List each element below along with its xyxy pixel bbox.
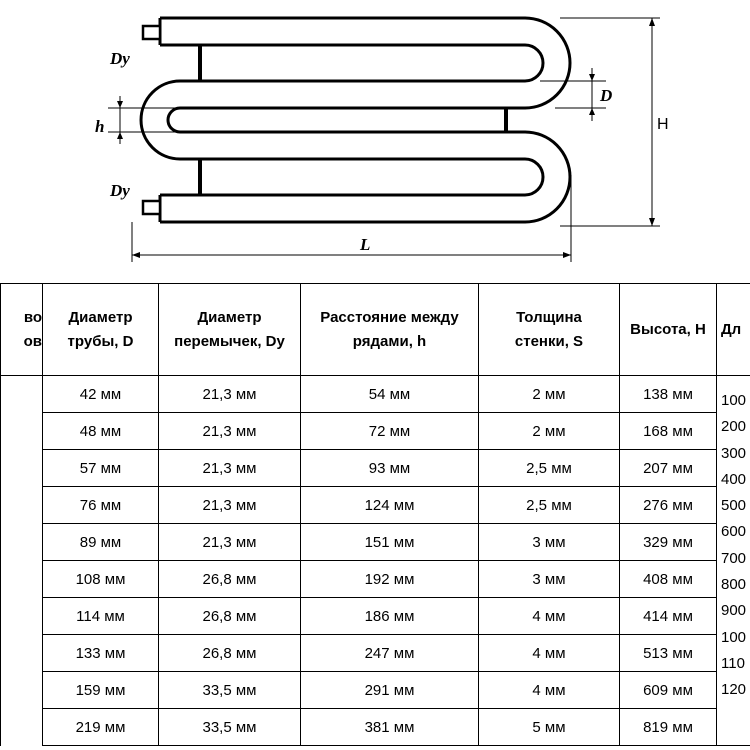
table-row (1, 376, 750, 413)
cell-h: 276 мм (620, 487, 717, 524)
cell-dy: 21,3 мм (159, 413, 301, 450)
cell-h: 513 мм (620, 635, 717, 672)
cell-s: 3 мм (479, 561, 620, 598)
cell-s: 3 мм (479, 524, 620, 561)
length-item: 200 (721, 418, 747, 436)
header-diam-dy: Диаметр перемычек, Dy (159, 284, 301, 376)
cell-h: 291 мм (301, 672, 479, 709)
top-nipple (143, 26, 160, 39)
cell-s: 2,5 мм (479, 487, 620, 524)
table-row (1, 450, 750, 487)
cell-dy: 33,5 мм (159, 709, 301, 746)
d-arrow-bottom (589, 108, 595, 115)
hh-arrow-top (649, 18, 655, 26)
cell-dy: 21,3 мм (159, 376, 301, 413)
cell-dy: 26,8 мм (159, 598, 301, 635)
cell-d: 108 мм (43, 561, 159, 598)
qty-cell (1, 376, 43, 746)
cell-dy: 21,3 мм (159, 487, 301, 524)
cell-dy: 26,8 мм (159, 561, 301, 598)
cell-h: 408 мм (620, 561, 717, 598)
l-arrow-left (132, 252, 140, 258)
cell-d: 159 мм (43, 672, 159, 709)
cell-dy: 26,8 мм (159, 635, 301, 672)
length-item: 400 (721, 470, 747, 488)
cell-h: 72 мм (301, 413, 479, 450)
cell-s: 2,5 мм (479, 450, 620, 487)
cell-dy: 21,3 мм (159, 450, 301, 487)
length-item: 800 (721, 576, 747, 594)
hh-arrow-bottom (649, 218, 655, 226)
cell-d: 42 мм (43, 376, 159, 413)
cell-h: 138 мм (620, 376, 717, 413)
length-item: 900 (721, 602, 747, 620)
label-dy-top: Dy (110, 49, 130, 68)
cell-h: 186 мм (301, 598, 479, 635)
length-item: 600 (721, 523, 747, 541)
label-d: D (600, 86, 613, 105)
length-item: 100 (721, 628, 747, 646)
header-qty: во ов (1, 284, 43, 376)
cell-d: 48 мм (43, 413, 159, 450)
h-arrow-top (117, 101, 123, 108)
cell-h: 207 мм (620, 450, 717, 487)
cell-h: 54 мм (301, 376, 479, 413)
h-arrow-bottom (117, 132, 123, 139)
length-list (721, 388, 746, 704)
table-row (1, 524, 750, 561)
cell-s: 4 мм (479, 598, 620, 635)
header-dist-h: Расстояние между рядами, h (301, 284, 479, 376)
register-diagram (0, 0, 750, 280)
length-cell (717, 376, 750, 746)
table-row (1, 561, 750, 598)
table-row (1, 672, 750, 709)
length-item: 300 (721, 444, 747, 462)
length-item: 100 (721, 392, 747, 409)
bottom-nipple (143, 201, 160, 214)
cell-d: 133 мм (43, 635, 159, 672)
table-row (1, 709, 750, 746)
cell-dy: 33,5 мм (159, 672, 301, 709)
cell-d: 89 мм (43, 524, 159, 561)
cell-s: 5 мм (479, 709, 620, 746)
label-h: h (95, 117, 105, 136)
d-arrow-top (589, 74, 595, 81)
cell-d: 57 мм (43, 450, 159, 487)
cell-d: 76 мм (43, 487, 159, 524)
cell-h: 381 мм (301, 709, 479, 746)
cell-h: 93 мм (301, 450, 479, 487)
cell-s: 2 мм (479, 376, 620, 413)
l-arrow-right (563, 252, 571, 258)
label-l: L (360, 235, 371, 254)
header-height-h: Высота, H (620, 284, 717, 376)
table-row (1, 487, 750, 524)
cell-h: 329 мм (620, 524, 717, 561)
cell-d: 219 мм (43, 709, 159, 746)
cell-h: 609 мм (620, 672, 717, 709)
table-row (1, 413, 750, 450)
cell-h: 819 мм (620, 709, 717, 746)
label-dy-bottom: Dy (110, 181, 130, 200)
cell-h: 247 мм (301, 635, 479, 672)
length-item: 110 (721, 654, 745, 672)
length-item: 500 (721, 497, 747, 515)
length-item: 700 (721, 549, 747, 567)
cell-h: 168 мм (620, 413, 717, 450)
cell-h: 151 мм (301, 524, 479, 561)
cell-s: 2 мм (479, 413, 620, 450)
length-item: 120 (721, 681, 747, 699)
cell-h: 414 мм (620, 598, 717, 635)
table-row (1, 598, 750, 635)
table-row (1, 635, 750, 672)
spec-table (0, 283, 750, 746)
table-header-row (1, 284, 750, 376)
cell-d: 114 мм (43, 598, 159, 635)
cell-s: 4 мм (479, 672, 620, 709)
cell-h: 192 мм (301, 561, 479, 598)
cell-h: 124 мм (301, 487, 479, 524)
header-wall-s: Толщина стенки, S (479, 284, 620, 376)
cell-s: 4 мм (479, 635, 620, 672)
cell-dy: 21,3 мм (159, 524, 301, 561)
pipe-outer-contour (160, 18, 570, 222)
header-length: Дл (717, 284, 750, 376)
header-diam-d: Диаметр трубы, D (43, 284, 159, 376)
label-hh: H (657, 116, 669, 133)
